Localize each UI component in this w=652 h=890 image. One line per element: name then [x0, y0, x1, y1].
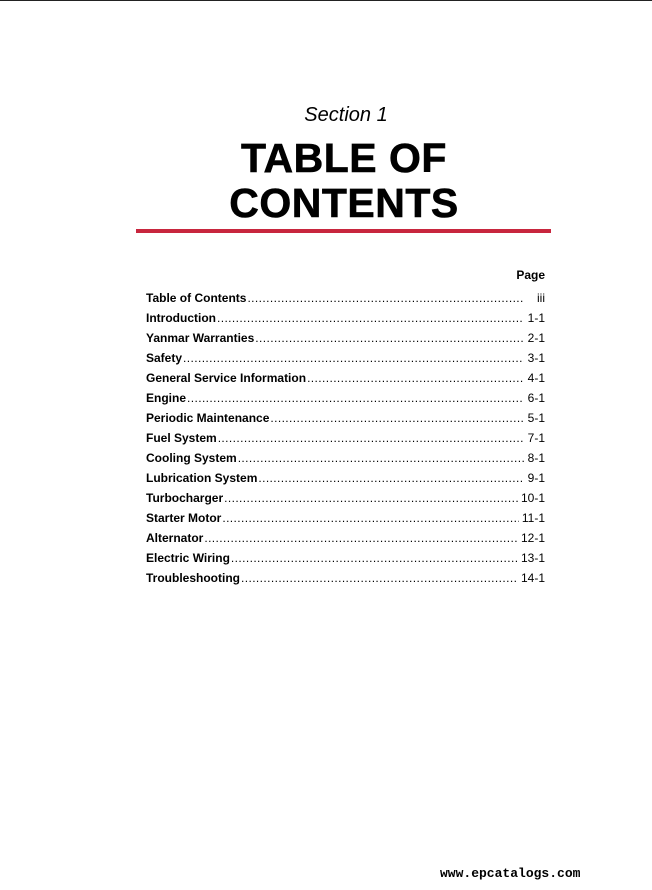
- toc-entry-title: General Service Information: [146, 371, 307, 385]
- title-divider: [136, 229, 551, 233]
- dot-leader: [224, 490, 518, 506]
- toc-entry-page: 7-1: [527, 431, 545, 445]
- toc-entry[interactable]: [146, 390, 545, 410]
- toc-entry-page: 5-1: [527, 411, 545, 425]
- toc-entry-page: 6-1: [527, 391, 545, 405]
- toc-entry-page: 13-1: [520, 551, 545, 565]
- dot-leader: [238, 450, 524, 466]
- dot-leader: [247, 290, 524, 306]
- toc-entry[interactable]: [146, 530, 545, 550]
- toc-entry[interactable]: [146, 450, 545, 470]
- toc-entry-page: 3-1: [527, 351, 545, 365]
- toc-entry-page: 1-1: [527, 311, 545, 325]
- toc-entry-title: Table of Contents: [146, 291, 247, 305]
- toc-entry-title: Electric Wiring: [146, 551, 230, 565]
- footer-url-link[interactable]: www.epcatalogs.com: [440, 866, 581, 881]
- toc-entry-title: Periodic Maintenance: [146, 411, 270, 425]
- toc-entry-page: 14-1: [520, 571, 545, 585]
- toc-entry[interactable]: [146, 370, 545, 390]
- toc-entry-title: Lubrication System: [146, 471, 258, 485]
- page-column-heading: Page: [516, 268, 545, 282]
- dot-leader: [270, 410, 524, 426]
- toc-entry-title: Safety: [146, 351, 183, 365]
- toc-entry-title: Cooling System: [146, 451, 237, 465]
- toc-entry-title: Fuel System: [146, 431, 217, 445]
- toc-entry-page: 10-1: [520, 491, 545, 505]
- dot-leader: [204, 530, 518, 546]
- toc-entry-page: 11-1: [521, 511, 545, 525]
- toc-entry-page: 2-1: [527, 331, 545, 345]
- toc-entry-page: iii: [537, 291, 545, 305]
- dot-leader: [217, 310, 524, 326]
- toc-entry[interactable]: [146, 550, 545, 570]
- table-of-contents: [146, 290, 545, 590]
- toc-entry-title: Yanmar Warranties: [146, 331, 255, 345]
- dot-leader: [231, 550, 518, 566]
- dot-leader: [187, 390, 524, 406]
- toc-entry[interactable]: [146, 410, 545, 430]
- toc-entry[interactable]: [146, 310, 545, 330]
- toc-entry[interactable]: [146, 330, 545, 350]
- toc-entry[interactable]: [146, 510, 545, 530]
- toc-entry[interactable]: [146, 290, 545, 310]
- section-label: Section 1: [304, 104, 388, 126]
- dot-leader: [222, 510, 519, 526]
- toc-entry[interactable]: [146, 470, 545, 490]
- toc-entry-title: Introduction: [146, 311, 216, 325]
- dot-leader: [241, 570, 518, 586]
- toc-entry-title: Troubleshooting: [146, 571, 240, 585]
- dot-leader: [218, 430, 524, 446]
- top-border-line: [0, 0, 652, 1]
- toc-entry-title: Starter Motor: [146, 511, 222, 525]
- toc-entry[interactable]: [146, 350, 545, 370]
- toc-entry-page: 12-1: [520, 531, 545, 545]
- toc-entry-page: 8-1: [527, 451, 545, 465]
- toc-entry-page: 9-1: [527, 471, 545, 485]
- dot-leader: [255, 330, 524, 346]
- title-line-1: TABLE OF: [241, 135, 447, 181]
- page-title: [0, 136, 652, 226]
- toc-entry-title: Alternator: [146, 531, 204, 545]
- dot-leader: [183, 350, 524, 366]
- toc-entry[interactable]: [146, 570, 545, 590]
- toc-entry-title: Turbocharger: [146, 491, 224, 505]
- toc-entry-title: Engine: [146, 391, 187, 405]
- title-line-2: CONTENTS: [229, 180, 459, 226]
- toc-entry[interactable]: [146, 490, 545, 510]
- toc-entry-page: 4-1: [527, 371, 545, 385]
- dot-leader: [258, 470, 524, 486]
- toc-entry[interactable]: [146, 430, 545, 450]
- dot-leader: [307, 370, 524, 386]
